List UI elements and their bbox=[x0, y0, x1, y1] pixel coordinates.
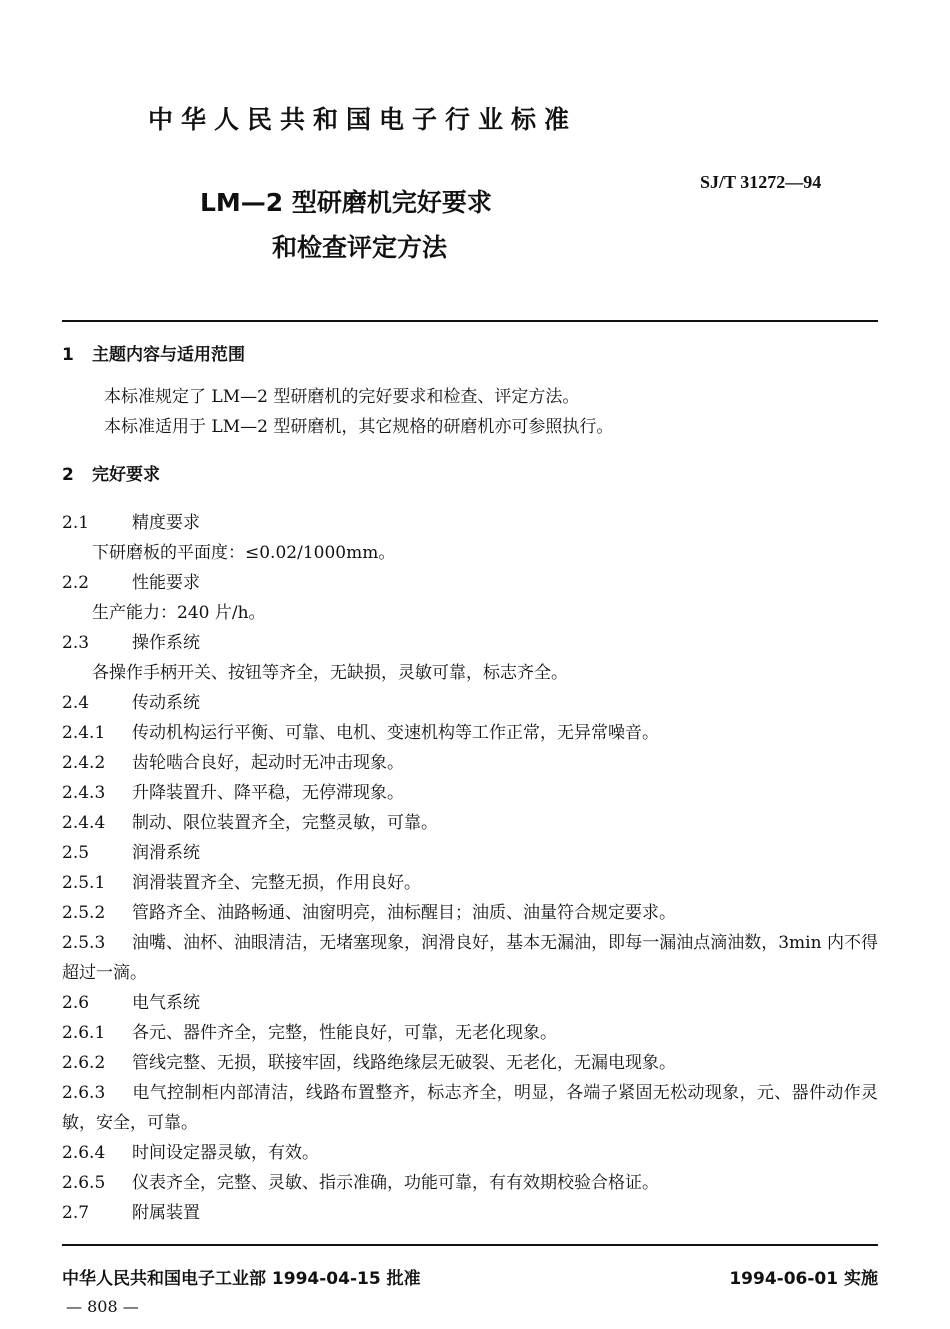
item-2-1-heading bbox=[62, 508, 878, 538]
item-2-3-text: 各操作手柄开关、按钮等齐全，无缺损，灵敏可靠，标志齐全。 bbox=[92, 663, 568, 683]
item-text: 电气控制柜内部清洁，线路布置整齐，标志齐全，明显，各端子紧固无松动现象，元、器件动作灵敏，安全，可靠。 bbox=[62, 1083, 878, 1133]
item-2-2-text: 生产能力：240 片/h。 bbox=[92, 603, 266, 623]
effective-date: 1994-06-01 实施 bbox=[729, 1269, 878, 1289]
item-number: 2.6.2 bbox=[62, 1053, 106, 1073]
item-2-6-3 bbox=[62, 1078, 878, 1138]
item-number: 2.3 bbox=[62, 633, 90, 653]
item-2-6-2 bbox=[62, 1048, 878, 1078]
item-title: 精度要求 bbox=[132, 513, 200, 533]
item-2-6-1 bbox=[62, 1018, 878, 1048]
section-1-paragraph-2: 本标准适用于 LM—2 型研磨机，其它规格的研磨机亦可参照执行。 bbox=[104, 417, 614, 437]
document-title bbox=[200, 180, 600, 270]
item-text: 时间设定器灵敏，有效。 bbox=[132, 1143, 319, 1163]
item-2-7-heading bbox=[62, 1198, 878, 1228]
standard-code: SJ/T 31272—94 bbox=[700, 172, 822, 192]
item-title: 附属装置 bbox=[132, 1203, 200, 1223]
item-text: 传动机构运行平衡、可靠、电机、变速机构等工作正常，无异常噪音。 bbox=[132, 723, 659, 743]
item-2-3-heading bbox=[62, 628, 878, 658]
item-number: 2.1 bbox=[62, 513, 90, 533]
document-body bbox=[62, 340, 878, 1228]
section-1-heading bbox=[62, 340, 878, 370]
item-number: 2.6.1 bbox=[62, 1023, 106, 1043]
item-2-5-2 bbox=[62, 898, 878, 928]
item-2-6-4 bbox=[62, 1138, 878, 1168]
issuing-organization: 中华人民共和国电子行业标准 bbox=[148, 105, 578, 134]
item-number: 2.5.1 bbox=[62, 873, 106, 893]
item-text: 管线完整、无损，联接牢固，线路绝缘层无破裂、无老化，无漏电现象。 bbox=[132, 1053, 676, 1073]
item-number: 2.6.5 bbox=[62, 1173, 106, 1193]
item-text: 齿轮啮合良好，起动时无冲击现象。 bbox=[132, 753, 404, 773]
item-text: 升降装置升、降平稳，无停滞现象。 bbox=[132, 783, 404, 803]
item-title: 润滑系统 bbox=[132, 843, 200, 863]
item-number: 2.2 bbox=[62, 573, 90, 593]
item-number: 2.6.4 bbox=[62, 1143, 106, 1163]
section-1-paragraph-1: 本标准规定了 LM—2 型研磨机的完好要求和检查、评定方法。 bbox=[104, 387, 580, 407]
item-2-4-4 bbox=[62, 808, 878, 838]
item-number: 2.4.4 bbox=[62, 813, 106, 833]
item-text: 管路齐全、油路畅通、油窗明亮，油标醒目；油质、油量符合规定要求。 bbox=[132, 903, 676, 923]
item-number: 2.4.3 bbox=[62, 783, 106, 803]
item-number: 2.4 bbox=[62, 693, 90, 713]
top-rule bbox=[62, 320, 878, 322]
item-2-6-5 bbox=[62, 1168, 878, 1198]
item-text: 制动、限位装置齐全，完整灵敏，可靠。 bbox=[132, 813, 438, 833]
item-2-5-3 bbox=[62, 928, 878, 988]
title-line-2: 和检查评定方法 bbox=[272, 233, 448, 262]
item-2-4-3 bbox=[62, 778, 878, 808]
section-title: 完好要求 bbox=[92, 465, 160, 485]
item-number: 2.5 bbox=[62, 843, 90, 863]
item-number: 2.5.2 bbox=[62, 903, 106, 923]
item-text: 油嘴、油杯、油眼清洁，无堵塞现象，润滑良好，基本无漏油，即每一漏油点滴油数，3min 内不得超过一滴。 bbox=[62, 933, 878, 983]
bottom-rule bbox=[62, 1244, 878, 1246]
item-number: 2.6.3 bbox=[62, 1083, 106, 1103]
page-number: — 808 — bbox=[66, 1297, 139, 1316]
item-2-4-1 bbox=[62, 718, 878, 748]
item-title: 性能要求 bbox=[132, 573, 200, 593]
item-number: 2.5.3 bbox=[62, 933, 106, 953]
item-2-5-1 bbox=[62, 868, 878, 898]
section-number: 2 bbox=[62, 465, 74, 485]
item-2-4-2 bbox=[62, 748, 878, 778]
item-number: 2.6 bbox=[62, 993, 90, 1013]
item-title: 电气系统 bbox=[132, 993, 200, 1013]
item-title: 操作系统 bbox=[132, 633, 200, 653]
item-text: 润滑装置齐全、完整无损，作用良好。 bbox=[132, 873, 421, 893]
section-title: 主题内容与适用范围 bbox=[92, 345, 245, 365]
item-number: 2.7 bbox=[62, 1203, 90, 1223]
approval-line: 中华人民共和国电子工业部 1994-04-15 批准 bbox=[62, 1269, 421, 1289]
section-2-heading bbox=[62, 460, 878, 490]
item-title: 传动系统 bbox=[132, 693, 200, 713]
item-text: 仪表齐全，完整、灵敏、指示准确，功能可靠，有有效期校验合格证。 bbox=[132, 1173, 659, 1193]
item-number: 2.4.1 bbox=[62, 723, 106, 743]
item-2-6-heading bbox=[62, 988, 878, 1018]
title-line-1: LM—2 型研磨机完好要求 bbox=[200, 188, 492, 217]
item-2-2-heading bbox=[62, 568, 878, 598]
section-number: 1 bbox=[62, 345, 74, 365]
item-2-4-heading bbox=[62, 688, 878, 718]
item-2-1-text: 下研磨板的平面度：≤0.02/1000mm。 bbox=[92, 543, 396, 563]
item-text: 各元、器件齐全，完整，性能良好，可靠，无老化现象。 bbox=[132, 1023, 557, 1043]
item-number: 2.4.2 bbox=[62, 753, 106, 773]
item-2-5-heading bbox=[62, 838, 878, 868]
